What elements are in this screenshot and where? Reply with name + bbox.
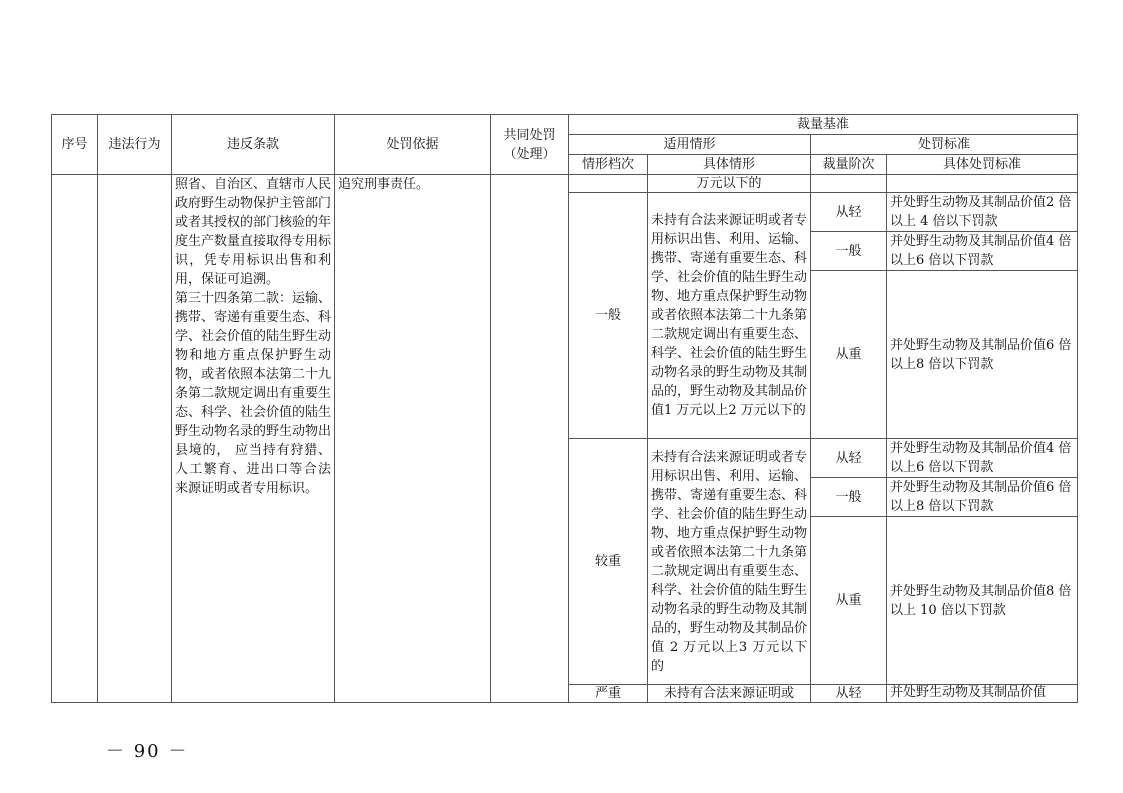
stage-normal: 一般 bbox=[811, 232, 887, 271]
header-violation: 违法行为 bbox=[98, 115, 172, 175]
standard-lenient-3: 并处野生动物及其制品价值 bbox=[887, 685, 1078, 703]
header-basis: 处罚依据 bbox=[335, 115, 491, 175]
header-seq: 序号 bbox=[52, 115, 98, 175]
stage-lenient-2: 从轻 bbox=[811, 439, 887, 478]
stage-severe: 从重 bbox=[811, 271, 887, 439]
situation-grave: 未持有合法来源证明或 bbox=[648, 685, 811, 703]
level-serious: 较重 bbox=[569, 439, 648, 685]
header-situation: 具体情形 bbox=[648, 155, 811, 175]
penalty-discretion-table bbox=[51, 114, 1078, 703]
header-penalty-standard: 处罚标准 bbox=[811, 135, 1078, 155]
situation-serious: 未持有合法来源证明或者专用标识出售、利用、运输、携带、寄递有重要生态、科学、社会价值的陆生野生动物、地方重点保护野生动物或者依照本法第二十九条第二款规定调出有重要生态、科学、社会价值的陆生野生动物名录的野生动物及其制品的，野生动物及其制品价值 2 万元以上3 万元以下的 bbox=[648, 439, 811, 685]
stage-lenient: 从轻 bbox=[811, 193, 887, 232]
header-applicable: 适用情形 bbox=[569, 135, 811, 155]
standard-severe-2: 并处野生动物及其制品价值8 倍以上 10 倍以下罚款 bbox=[887, 517, 1078, 685]
stage-normal-2: 一般 bbox=[811, 478, 887, 517]
page-number: － 90 － bbox=[106, 741, 189, 762]
header-discretion: 裁量基准 bbox=[569, 115, 1078, 135]
header-level: 情形档次 bbox=[569, 155, 648, 175]
violated-clause-text: 照省、自治区、直辖市人民政府野生动物保护主管部门或者其授权的部门核验的年度生产数量直接取得专用标识，凭专用标识出售和利用，保证可追溯。 第三十四条第二款：运输、携带、寄递有重要生态、科学、社会价值的陆生野生动物和地方重点保护野生动物，或者依照本法第二十九条第二款规定调出有重要生态、科学、社会价值的陆生野生动物名录的野生动物出县境的， 应当持有狩猎、 人工繁育、进出口等合法 来源证明或者专用标识。 bbox=[172, 175, 335, 703]
stage-severe-2: 从重 bbox=[811, 517, 887, 685]
situation-general: 未持有合法来源证明或者专用标识出售、利用、运输、携带、寄递有重要生态、科学、社会价值的陆生野生动物、地方重点保护野生动物或者依照本法第二十九条第二款规定调出有重要生态、科学、社会价值的陆生野生动物名录的野生动物及其制品的，野生动物及其制品价值1 万元以上2 万元以下的 bbox=[648, 193, 811, 439]
header-joint-penalty: 共同处罚 （处理） bbox=[491, 115, 569, 175]
standard-lenient: 并处野生动物及其制品价值2 倍以上 4 倍以下罚款 bbox=[887, 193, 1078, 232]
header-specific-standard: 具体处罚标准 bbox=[887, 155, 1078, 175]
header-violated-clause: 违反条款 bbox=[172, 115, 335, 175]
level-cell-empty bbox=[569, 175, 648, 193]
joint-penalty-cell bbox=[491, 175, 569, 703]
standard-normal: 并处野生动物及其制品价值4 倍以上6 倍以下罚款 bbox=[887, 232, 1078, 271]
stage-lenient-3: 从轻 bbox=[811, 685, 887, 703]
basis-text: 追究刑事责任。 bbox=[335, 175, 491, 703]
level-grave: 严重 bbox=[569, 685, 648, 703]
violation-cell bbox=[98, 175, 172, 703]
standard-normal-2: 并处野生动物及其制品价值6 倍以上8 倍以下罚款 bbox=[887, 478, 1078, 517]
stage-cell-empty bbox=[811, 175, 887, 193]
level-general: 一般 bbox=[569, 193, 648, 439]
standard-severe: 并处野生动物及其制品价值6 倍以上8 倍以下罚款 bbox=[887, 271, 1078, 439]
seq-cell bbox=[52, 175, 98, 703]
situation-continued: 万元以下的 bbox=[648, 175, 811, 193]
standard-lenient-2: 并处野生动物及其制品价值4 倍以上6 倍以下罚款 bbox=[887, 439, 1078, 478]
standard-cell-empty bbox=[887, 175, 1078, 193]
header-stage: 裁量阶次 bbox=[811, 155, 887, 175]
